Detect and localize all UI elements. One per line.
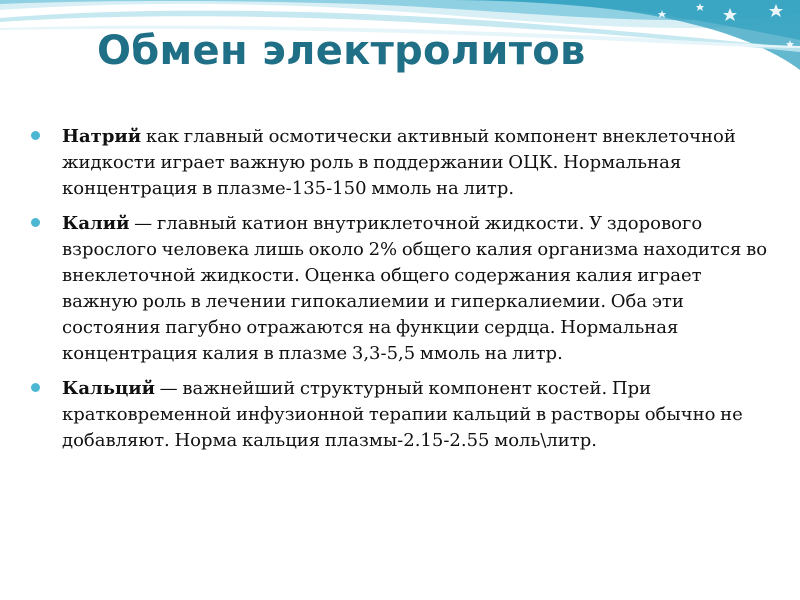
bullet-item-calcium bbox=[28, 376, 780, 454]
bullet-body: как главный осмотически активный компонент внеклеточной жидкости играет важную роль в поддержании ОЦК. Нормальная концентрация в плазме-135-150 ммоль на литр. bbox=[62, 126, 736, 199]
bullet-item-potassium bbox=[28, 211, 780, 367]
slide-title: Обмен электролитов bbox=[97, 28, 586, 74]
bullet-term: Кальций bbox=[62, 378, 155, 399]
bullet-body: — главный катион внутриклеточной жидкости. У здорового взрослого человека лишь около 2% общего калия организма находится во внеклеточной жидкости. Оценка общего содержания калия играет важную роль в лечении гипокалиемии и гиперкалиемии. Оба эти состояния пагубно отражаются на функции сердца. Нормальная концентрация калия в плазме 3,3-5,5 ммоль на литр. bbox=[62, 213, 768, 364]
bullet-text bbox=[62, 376, 780, 454]
bullet-list bbox=[28, 124, 780, 463]
bullet-dot-icon bbox=[31, 131, 40, 140]
bullet-text bbox=[62, 124, 780, 202]
bullet-term: Натрий bbox=[62, 126, 142, 147]
bullet-term: Калий bbox=[62, 213, 130, 234]
bullet-body: — важнейший структурный компонент костей. При кратковременной инфузионной терапии кальций в растворы обычно не добавляют. Норма кальция плазмы-2.15-2.55 моль\литр. bbox=[62, 378, 743, 451]
bullet-text bbox=[62, 211, 780, 367]
bullet-dot-icon bbox=[31, 383, 40, 392]
bullet-item-sodium bbox=[28, 124, 780, 202]
bullet-dot-icon bbox=[31, 218, 40, 227]
